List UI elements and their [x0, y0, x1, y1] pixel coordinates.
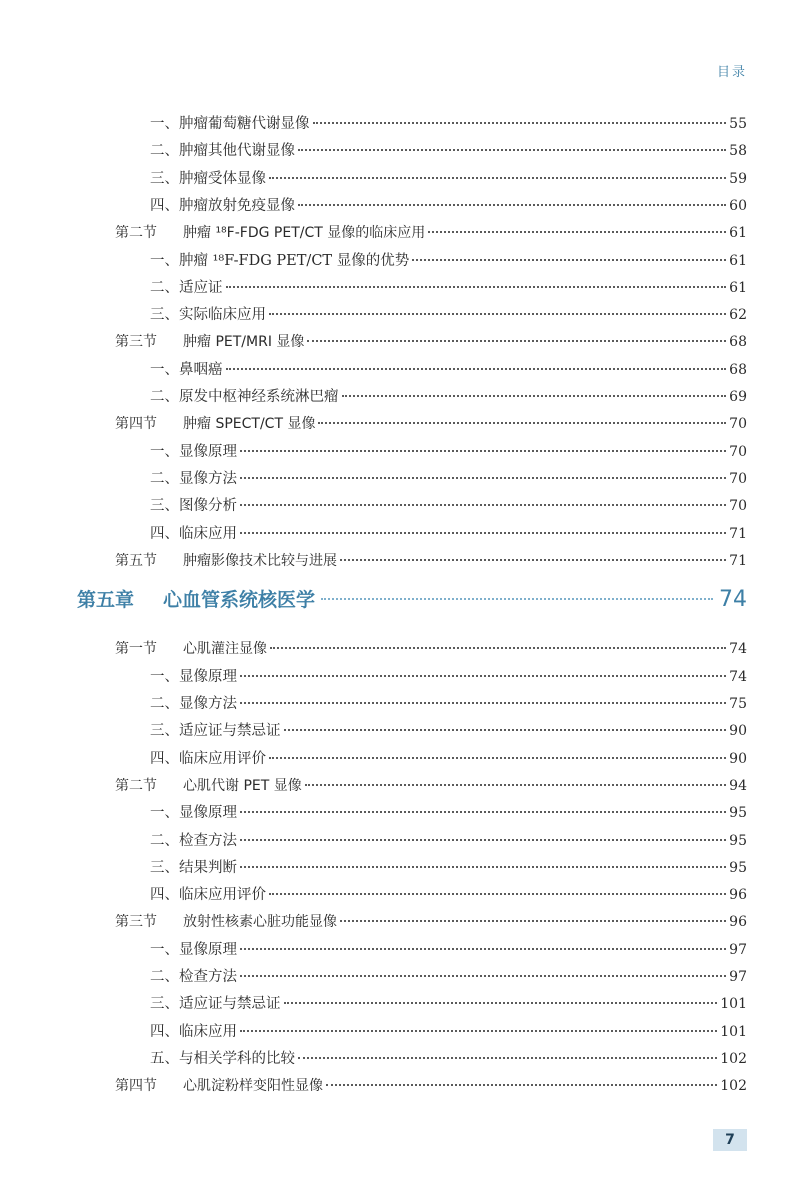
entry-page: 90	[729, 723, 747, 740]
toc-subsection-entry[interactable]	[150, 939, 747, 961]
entry-title-text: 四、肿瘤放射免疫显像	[150, 197, 295, 214]
entry-title	[150, 830, 237, 852]
entry-title	[150, 857, 237, 879]
entry-title-text: 三、结果判断	[150, 859, 237, 876]
entry-title	[150, 1021, 237, 1043]
entry-page: 62	[729, 307, 747, 324]
dot-leader	[240, 477, 726, 479]
dot-leader	[298, 204, 726, 206]
toc-subsection-entry[interactable]	[150, 748, 747, 770]
entry-title-text: 肿瘤 ¹⁸F-FDG PET/CT 显像的临床应用	[183, 225, 426, 242]
dot-leader	[269, 177, 726, 179]
entry-title	[150, 802, 237, 824]
toc-subsection-entry[interactable]	[150, 523, 747, 545]
section-number: 第二节	[115, 777, 157, 794]
entry-title	[115, 911, 337, 933]
entry-title-text: 二、显像方法	[150, 470, 237, 487]
entry-title	[150, 939, 237, 961]
toc-subsection-entry[interactable]	[150, 195, 747, 217]
toc-section-entry[interactable]	[115, 413, 747, 435]
dot-leader	[318, 422, 726, 424]
toc-section-entry[interactable]	[115, 222, 747, 244]
toc-subsection-entry[interactable]	[150, 250, 747, 272]
entry-title	[150, 195, 295, 217]
entry-title	[150, 993, 281, 1015]
entry-title	[150, 386, 339, 408]
toc-subsection-entry[interactable]	[150, 993, 747, 1015]
entry-title-text: 肿瘤 PET/MRI 显像	[183, 334, 305, 351]
toc-section-entry[interactable]	[115, 1075, 747, 1097]
entry-title-text: 三、实际临床应用	[150, 307, 266, 324]
toc-subsection-entry[interactable]	[150, 1021, 747, 1043]
toc-subsection-entry[interactable]	[150, 468, 747, 490]
entry-page: 75	[729, 696, 747, 712]
entry-title	[150, 468, 237, 490]
entry-title-text: 二、检查方法	[150, 832, 237, 849]
entry-page: 70	[729, 470, 747, 487]
entry-page: 102	[720, 1050, 747, 1067]
dot-leader	[240, 532, 726, 534]
entry-title-text: 三、适应证与禁忌证	[150, 723, 281, 740]
entry-title	[150, 168, 266, 190]
section-number: 第二节	[115, 225, 157, 242]
entry-page: 96	[729, 887, 747, 904]
dot-leader	[240, 504, 726, 506]
toc-subsection-entry[interactable]	[150, 720, 747, 742]
toc-subsection-entry[interactable]	[150, 495, 747, 517]
toc-section-entry[interactable]	[115, 911, 747, 933]
section-number: 第一节	[115, 641, 157, 658]
page-number: 7	[713, 1129, 747, 1151]
entry-page: 102	[720, 1078, 747, 1095]
chapter-number: 第五章	[77, 589, 135, 612]
entry-title-text: 四、临床应用	[150, 525, 237, 542]
entry-title-text: 心肌淀粉样变阳性显像	[183, 1078, 323, 1095]
entry-page: 96	[729, 914, 747, 931]
toc-subsection-entry[interactable]	[150, 884, 747, 906]
toc-subsection-entry[interactable]	[150, 966, 747, 988]
entry-title	[115, 331, 304, 353]
entry-title	[115, 222, 425, 244]
entry-title	[150, 250, 409, 272]
chapter-title: 心血管系统核医学	[163, 589, 316, 612]
dot-leader	[284, 1002, 718, 1004]
dot-leader	[284, 729, 727, 731]
toc-subsection-entry[interactable]	[150, 1048, 747, 1070]
dot-leader	[270, 647, 726, 649]
entry-title	[115, 413, 315, 435]
entry-page: 101	[720, 996, 747, 1013]
toc-section-entry[interactable]	[115, 331, 747, 353]
toc-subsection-entry[interactable]	[150, 441, 747, 463]
entry-title	[150, 277, 223, 299]
entry-title	[150, 304, 266, 326]
dot-leader	[298, 1057, 717, 1059]
dot-leader	[240, 675, 726, 677]
entry-page: 60	[729, 197, 747, 214]
dot-leader	[240, 866, 726, 868]
entry-page: 68	[729, 334, 747, 351]
toc-subsection-entry[interactable]	[150, 666, 747, 688]
toc-subsection-entry[interactable]	[150, 113, 747, 135]
dot-leader	[269, 757, 726, 759]
toc-subsection-entry[interactable]	[150, 857, 747, 879]
entry-title-text: 二、检查方法	[150, 969, 237, 985]
dot-leader	[321, 598, 713, 600]
running-header: 目录	[716, 65, 747, 80]
entry-title-text: 二、肿瘤其他代谢显像	[150, 143, 295, 160]
entry-title-text: 一、显像原理	[150, 941, 237, 958]
entry-page: 74	[729, 668, 747, 685]
entry-page: 70	[729, 416, 747, 433]
dot-leader	[240, 811, 726, 813]
entry-title	[115, 775, 302, 797]
entry-title	[150, 495, 237, 517]
entry-page: 94	[729, 777, 747, 794]
entry-title	[115, 550, 337, 572]
toc-subsection-entry[interactable]	[150, 304, 747, 326]
dot-leader	[340, 559, 726, 561]
entry-page: 59	[729, 170, 747, 187]
entry-title	[115, 1075, 323, 1097]
section-number: 第四节	[115, 1078, 157, 1095]
dot-leader	[342, 395, 727, 397]
toc-subsection-entry[interactable]	[150, 693, 747, 715]
dot-leader	[240, 948, 726, 950]
dot-leader	[240, 702, 726, 704]
dot-leader	[240, 450, 726, 452]
toc-subsection-entry[interactable]	[150, 168, 747, 190]
entry-title	[150, 666, 237, 688]
chapter-page: 74	[719, 587, 747, 613]
entry-title	[150, 884, 266, 906]
entry-title	[150, 1048, 295, 1070]
entry-title-text: 放射性核素心脏功能显像	[183, 914, 337, 931]
entry-title-text: 二、适应证	[150, 279, 223, 296]
section-number: 第四节	[115, 416, 157, 433]
entry-page: 71	[729, 552, 747, 569]
toc-subsection-entry[interactable]	[150, 386, 747, 408]
entry-title	[150, 720, 281, 742]
entry-title-text: 二、显像方法	[150, 696, 237, 712]
entry-title-text: 一、肿瘤 ¹⁸F-FDG PET/CT 显像的优势	[150, 252, 410, 269]
entry-page: 55	[729, 116, 747, 132]
entry-title	[150, 140, 295, 162]
entry-title-text: 心肌代谢 PET 显像	[183, 777, 302, 794]
entry-page: 58	[729, 143, 747, 160]
entry-title	[150, 359, 223, 381]
entry-title	[115, 638, 267, 660]
entry-title-text: 三、图像分析	[150, 498, 237, 515]
toc-subsection-entry[interactable]	[150, 359, 747, 381]
entry-title-text: 一、鼻咽癌	[150, 361, 223, 378]
entry-title	[150, 693, 237, 715]
entry-title-text: 四、临床应用评价	[150, 887, 266, 904]
entry-title-text: 二、原发中枢神经系统淋巴瘤	[150, 389, 339, 405]
entry-page: 70	[729, 498, 747, 515]
entry-page: 69	[729, 389, 747, 405]
entry-title	[150, 441, 237, 463]
entry-title-text: 四、临床应用评价	[150, 750, 266, 767]
entry-page: 95	[729, 805, 747, 822]
entry-page: 95	[729, 859, 747, 876]
entry-title-text: 一、肿瘤葡萄糖代谢显像	[150, 116, 310, 132]
entry-page: 61	[729, 225, 747, 242]
dot-leader	[326, 1084, 717, 1086]
entry-page: 97	[729, 941, 747, 958]
toc-chapter-heading[interactable]	[77, 585, 747, 615]
entry-page: 61	[729, 252, 747, 269]
section-number: 第五节	[115, 552, 157, 569]
entry-page: 70	[729, 443, 747, 460]
entry-page: 101	[720, 1023, 747, 1040]
toc-section-entry[interactable]	[115, 638, 747, 660]
entry-page: 95	[729, 832, 747, 849]
dot-leader	[269, 893, 726, 895]
entry-page: 74	[729, 641, 747, 658]
entry-title-text: 一、显像原理	[150, 668, 237, 685]
entry-title-text: 心肌灌注显像	[183, 641, 267, 658]
dot-leader	[240, 839, 726, 841]
dot-leader	[428, 231, 726, 233]
toc-subsection-entry[interactable]	[150, 277, 747, 299]
entry-page: 71	[729, 525, 747, 542]
entry-page: 61	[729, 279, 747, 296]
entry-title	[150, 748, 266, 770]
toc-subsection-entry[interactable]	[150, 802, 747, 824]
entry-title-text: 肿瘤影像技术比较与进展	[183, 552, 337, 569]
dot-leader	[340, 920, 726, 922]
section-number: 第三节	[115, 334, 157, 351]
dot-leader	[226, 286, 727, 288]
entry-page: 97	[729, 969, 747, 985]
dot-leader	[240, 1030, 717, 1032]
entry-title	[150, 113, 310, 135]
toc-section-entry[interactable]	[115, 775, 747, 797]
section-number: 第三节	[115, 914, 157, 931]
dot-leader	[269, 313, 726, 315]
entry-page: 68	[729, 361, 747, 378]
entry-title	[150, 523, 237, 545]
toc-subsection-entry[interactable]	[150, 830, 747, 852]
entry-page: 90	[729, 750, 747, 767]
entry-title	[150, 966, 237, 988]
dot-leader	[313, 122, 727, 124]
dot-leader	[412, 259, 726, 261]
entry-title-text: 四、临床应用	[150, 1023, 237, 1040]
toc-section-entry[interactable]	[115, 550, 747, 572]
entry-title-text: 肿瘤 SPECT/CT 显像	[183, 416, 316, 433]
entry-title-text: 一、显像原理	[150, 443, 237, 460]
entry-title-text: 三、适应证与禁忌证	[150, 996, 281, 1013]
entry-title-text: 一、显像原理	[150, 805, 237, 822]
dot-leader	[305, 784, 726, 786]
dot-leader	[307, 340, 726, 342]
dot-leader	[240, 975, 726, 977]
dot-leader	[226, 368, 727, 370]
toc-subsection-entry[interactable]	[150, 140, 747, 162]
entry-title-text: 五、与相关学科的比较	[150, 1050, 295, 1067]
entry-title-text: 三、肿瘤受体显像	[150, 170, 266, 187]
dot-leader	[298, 149, 726, 151]
